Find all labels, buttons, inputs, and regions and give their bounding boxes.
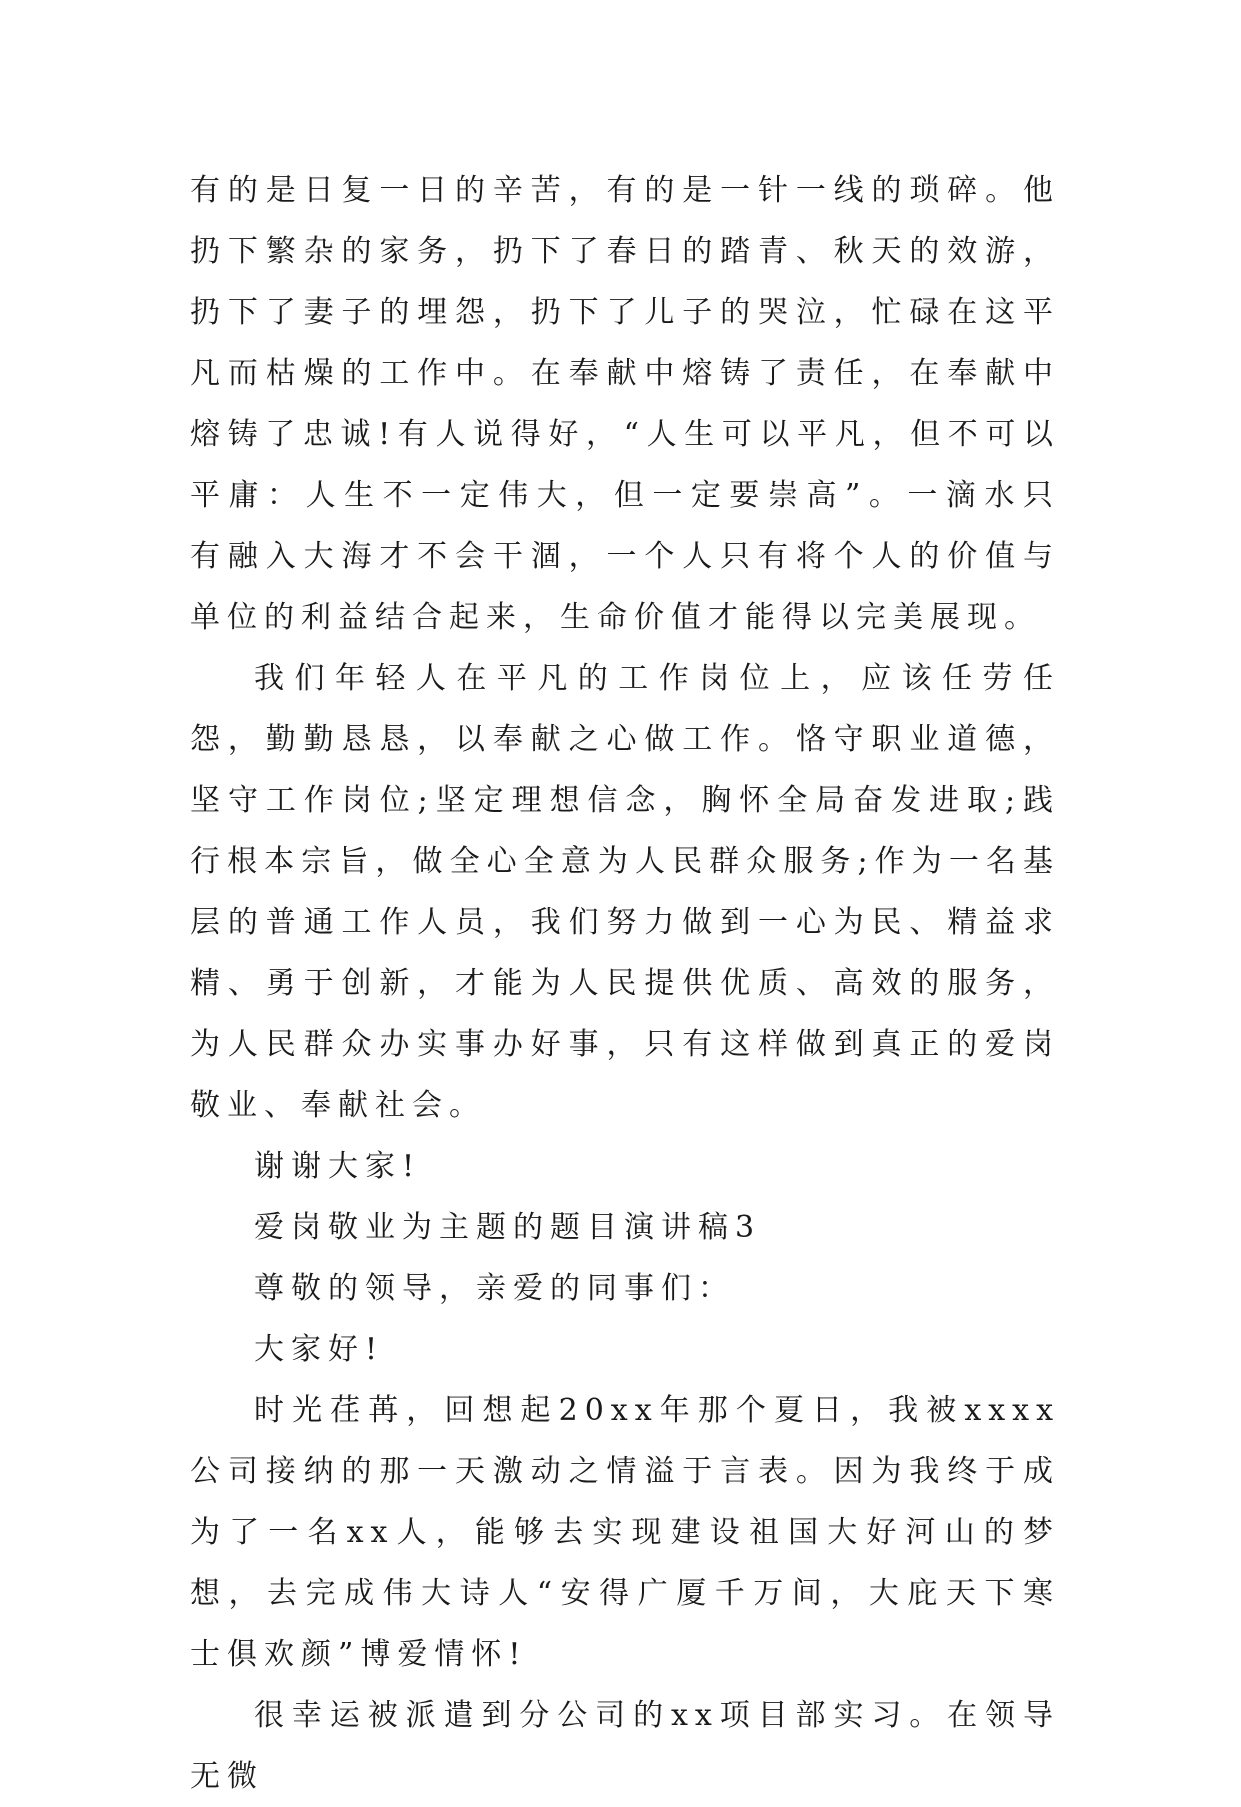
section-title: 爱岗敬业为主题的题目演讲稿3 <box>254 1210 762 1245</box>
paragraph-2: 我们年轻人在平凡的工作岗位上，应该任劳任怨，勤勤恳恳，以奉献之心做工作。恪守职业道德，坚守工作岗位;坚定理想信念，胸怀全局奋发进取;践行根本宗旨，做全心全意为人民群众服务;作为一名基层的普通工作人员，我们努力做到一心为民、精益求精、勇于创新，才能为人民提供优质、高效的服务，为人民群众办实事办好事，只有这样做到真正的爱岗敬业、奉献社会。 <box>190 661 1060 1123</box>
salutation: 尊敬的领导，亲爱的同事们： <box>254 1271 735 1306</box>
document-body <box>190 160 1060 1807</box>
paragraph-3: 时光荏苒，回想起20xx年那个夏日，我被xxxx公司接纳的那一天激动之情溢于言表。因为我终于成为了一名xx人，能够去实现建设祖国大好河山的梦想，去完成伟大诗人“安得广厦千万间，大庇天下寒士俱欢颜”博爱情怀! <box>190 1393 1060 1672</box>
greeting: 大家好! <box>254 1332 385 1367</box>
paragraph-1: 有的是日复一日的辛苦，有的是一针一线的琐碎。他扔下繁杂的家务，扔下了春日的踏青、秋天的效游，扔下了妻子的埋怨，扔下了儿子的哭泣，忙碌在这平凡而枯燥的工作中。在奉献中熔铸了责任，在奉献中熔铸了忠诚!有人说得好，“人生可以平凡，但不可以平庸：人生不一定伟大，但一定要崇高”。一滴水只有融入大海才不会干涸，一个人只有将个人的价值与单位的利益结合起来，生命价值才能得以完美展现。 <box>190 173 1060 635</box>
paragraph-thanks: 谢谢大家! <box>254 1149 422 1184</box>
paragraph-4: 很幸运被派遣到分公司的xx项目部实习。在领导无微 <box>190 1698 1060 1794</box>
